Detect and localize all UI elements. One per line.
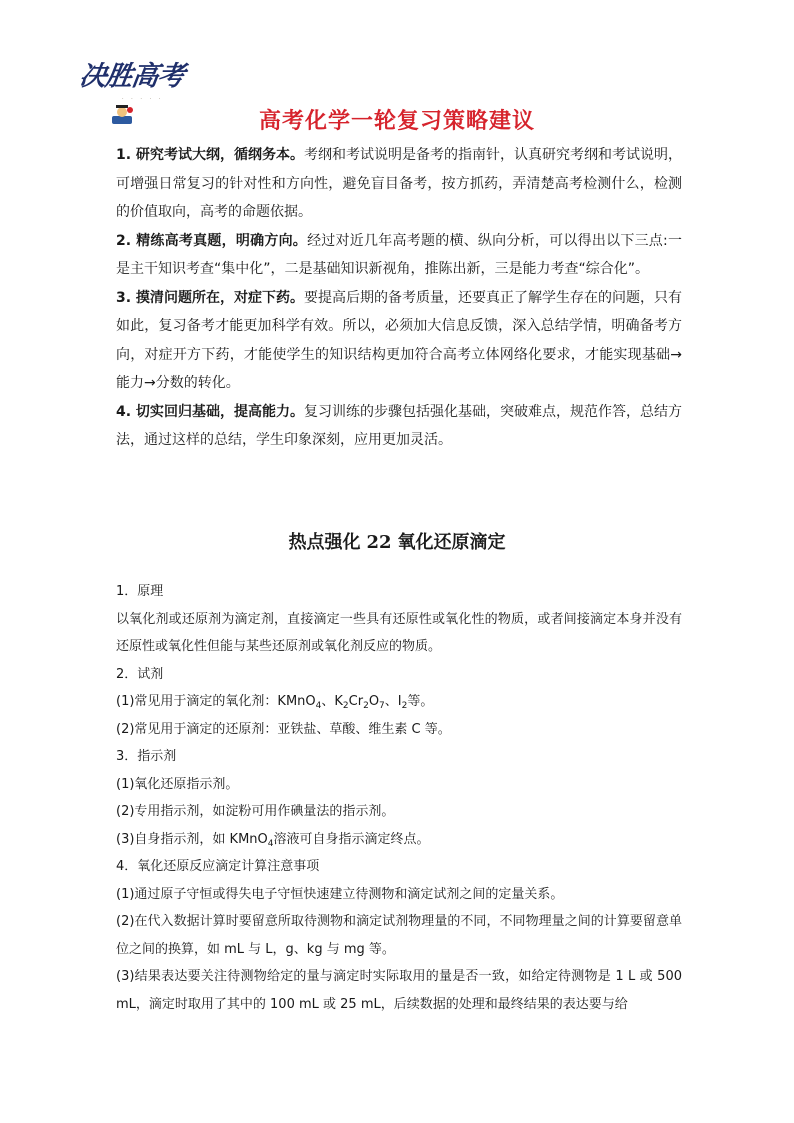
indicator-item <box>116 826 682 854</box>
page-title: 高考化学一轮复习策略建议 <box>258 109 535 134</box>
formula-cr: Cr <box>348 694 364 709</box>
heading-notes: 4．氧化还原反应滴定计算注意事项 <box>116 859 320 874</box>
strategy-heading: 2. 精练高考真题，明确方向。 <box>116 232 308 249</box>
section-prefix: 热点强化 <box>288 532 361 553</box>
formula-o: O <box>368 694 380 709</box>
heading-indicators: 3．指示剂 <box>116 749 177 764</box>
strategy-heading: 4. 切实回归基础，提高能力。 <box>116 403 304 420</box>
principle-text: 以氧化剂或还原剂为滴定剂，直接滴定一些具有还原性或氧化性的物质，或者间接滴定本身并没有还原性或氧化性但能与某些还原剂或氧化剂反应的物质。 <box>116 611 682 654</box>
oxidant-suffix: 等。 <box>407 694 434 709</box>
oxidant-reagents <box>116 688 682 716</box>
section-title <box>0 528 794 554</box>
formula-i: I <box>397 694 402 709</box>
strategy-heading: 3. 摸清问题所在，对症下药。 <box>116 289 304 306</box>
section-body <box>116 578 682 1018</box>
strategy-text: 复习训练的步骤包括强化基础，突破难点，规范作答，总结方法，通过这样的总结，学生印象深刻，应用更加灵活。 <box>116 403 683 448</box>
oxidant-label: (1)常见用于滴定的氧化剂： <box>116 694 278 709</box>
subscript: 2 <box>401 701 408 711</box>
strategy-heading: 1. 研究考试大纲，循纲务本。 <box>116 147 304 163</box>
subscript: 4 <box>315 701 322 711</box>
strategy-text: 考纲和考试说明是备考的指南针，认真研究考纲和考试说明，可增强日常复习的针对性和方向性，避免盲目备考，按方抓药，弄清楚高考检测什么，检测的价值取向，高考的命题依据。 <box>116 147 683 220</box>
indicator-text: (3)自身指示剂，如 KMnO <box>116 831 268 847</box>
subscript: 2 <box>363 701 369 711</box>
strategy-list <box>116 141 682 455</box>
strategy-text: 要提高后期的备考质量，还要真正了解学生存在的问题，只有如此，复习备考才能更加科学有效。所以，必须加大信息反馈，深入总结学情，明确备考方向，对症开方下药，才能使学生的知识结构更加符合高考立体网络化要求，才能实现基础→能力→分数的转化。 <box>116 289 683 391</box>
separator: 、 <box>321 694 335 709</box>
logo-text: 决胜高考 <box>77 61 186 92</box>
indicator-item: (1)氧化还原指示剂。 <box>116 776 239 792</box>
heading-reagents: 2．试剂 <box>116 666 164 682</box>
subscript: 2 <box>342 701 349 711</box>
strategy-text: 经过对近几年高考题的横、纵向分析，可以得出以下三点:一是主干知识考查“集中化”，二是基础知识新视角，推陈出新，三是能力考查“综合化”。 <box>116 232 683 277</box>
section-number: 22 <box>366 532 392 553</box>
strategy-item <box>116 141 682 227</box>
note-item: (3)结果表达要关注待测物给定的量与滴定时实际取用的量是否一致，如给定待测物是 1 L 或 500 mL，滴定时取用了其中的 100 mL 或 25 mL，后续数据的处理和最终结果的表达要与给 <box>116 969 682 1012</box>
indicator-item: (2)专用指示剂，如淀粉可用作碘量法的指示剂。 <box>116 804 395 819</box>
strategy-item <box>116 398 682 455</box>
logo-subtitle: · · · · · <box>122 96 164 102</box>
note-item: (2)在代入数据计算时要留意所取待测物和滴定试剂物理量的不同，不同物理量之间的计算要留意单位之间的换算，如 mL 与 L，g、kg 与 mg 等。 <box>116 914 682 957</box>
formula-kmno4: KMnO <box>277 694 316 709</box>
separator: 、 <box>384 694 398 709</box>
subscript: 4 <box>267 838 274 849</box>
reductant-reagents: (2)常见用于滴定的还原剂：亚铁盐、草酸、维生素 C 等。 <box>116 721 451 737</box>
formula-k: K <box>334 694 343 709</box>
indicator-text: 溶液可自身指示滴定终点。 <box>273 831 430 847</box>
strategy-item <box>116 284 682 398</box>
heading-principle: 1．原理 <box>116 584 164 599</box>
subscript: 7 <box>379 701 385 711</box>
section-name: 氧化还原滴定 <box>397 532 506 553</box>
note-item: (1)通过原子守恒或得失电子守恒快速建立待测物和滴定试剂之间的定量关系。 <box>116 886 564 902</box>
strategy-item <box>116 227 682 284</box>
